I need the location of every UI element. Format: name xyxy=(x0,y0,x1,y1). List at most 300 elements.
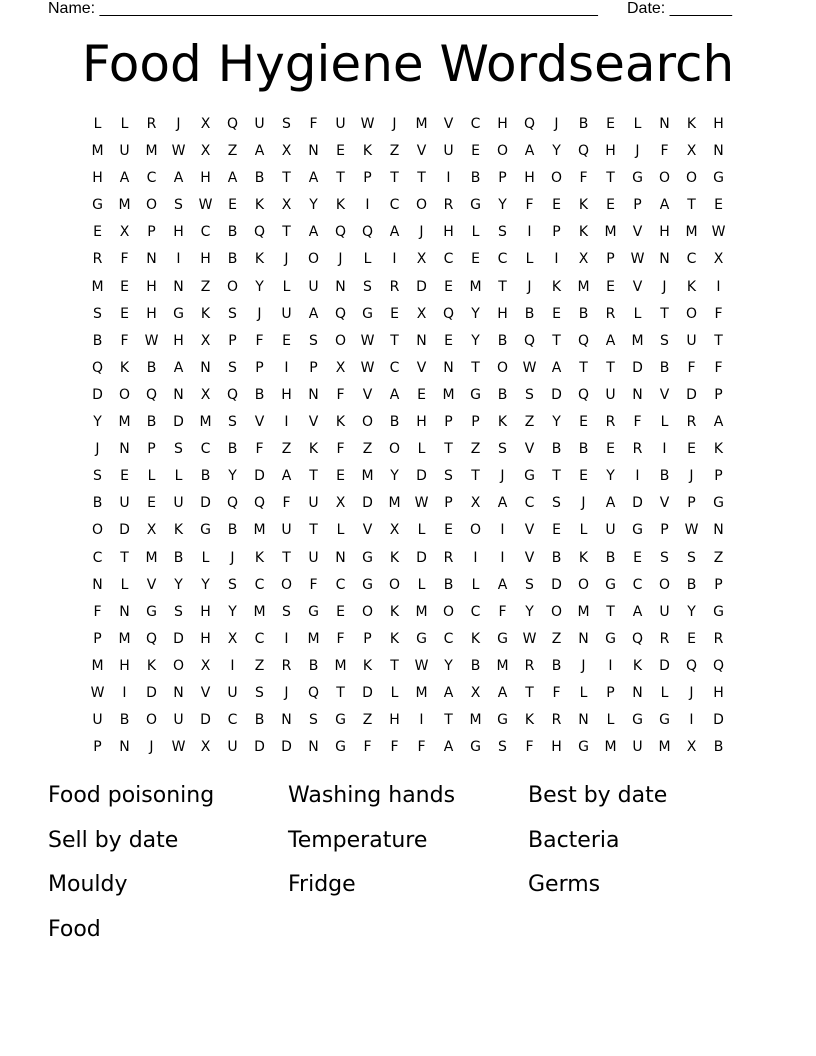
grid-letter: O xyxy=(550,603,563,620)
grid-letter: J xyxy=(419,224,424,241)
grid-letter: U xyxy=(227,739,238,756)
grid-letter: N xyxy=(173,684,184,701)
grid-letter: B xyxy=(551,441,562,458)
grid-letter: C xyxy=(227,712,238,729)
grid-letter: U xyxy=(605,522,616,539)
grid-letter: V xyxy=(308,414,319,431)
grid-letter: W xyxy=(630,251,645,268)
grid-letter: Y xyxy=(93,414,102,431)
grid-letter: R xyxy=(605,305,616,322)
grid-letter: I xyxy=(473,549,478,566)
grid-letter: N xyxy=(200,359,211,376)
grid-letter: J xyxy=(392,116,397,132)
grid-letter: E xyxy=(120,468,129,485)
grid-letter: Y xyxy=(525,603,534,620)
grid-letter: G xyxy=(632,170,643,187)
grid-letter: D xyxy=(200,495,211,512)
grid-letter: X xyxy=(686,143,697,160)
grid-letter: M xyxy=(118,197,131,214)
grid-letter: J xyxy=(581,657,586,674)
grid-letter: G xyxy=(470,739,481,756)
grid-letter: U xyxy=(443,143,454,160)
grid-letter: S xyxy=(363,278,372,295)
grid-letter: G xyxy=(605,576,616,593)
grid-letter: K xyxy=(200,305,211,322)
grid-letter: H xyxy=(146,305,157,322)
grid-letter: X xyxy=(470,684,481,701)
grid-letter: H xyxy=(713,684,724,701)
grid-letter: F xyxy=(660,143,669,160)
grid-letter: M xyxy=(145,143,158,160)
grid-letter: B xyxy=(227,522,238,539)
grid-letter: Y xyxy=(471,332,480,349)
grid-letter: N xyxy=(416,332,427,349)
grid-letter: K xyxy=(578,197,589,214)
grid-letter: K xyxy=(632,657,643,674)
grid-letter: Q xyxy=(361,224,374,241)
grid-letter: B xyxy=(227,441,238,458)
grid-letter: L xyxy=(147,468,156,485)
name-field-line: Name: ________________________________________________________ xyxy=(48,0,598,17)
grid-letter: Z xyxy=(551,630,562,647)
grid-letter: H xyxy=(200,170,211,187)
grid-letter: O xyxy=(145,712,158,729)
grid-letter: N xyxy=(308,739,319,756)
grid-letter: Z xyxy=(254,657,265,674)
grid-letter: M xyxy=(469,712,482,729)
grid-letter: P xyxy=(444,414,453,431)
grid-letter: F xyxy=(93,603,102,620)
grid-letter: I xyxy=(500,522,505,539)
grid-letter: E xyxy=(471,251,480,268)
grid-letter: V xyxy=(524,549,535,566)
grid-letter: G xyxy=(605,630,616,647)
grid-letter: D xyxy=(362,684,373,701)
grid-letter: E xyxy=(444,278,453,295)
grid-letter: I xyxy=(716,278,721,295)
grid-letter: U xyxy=(686,332,697,349)
grid-letter: N xyxy=(632,386,643,403)
grid-letter: O xyxy=(145,197,158,214)
grid-letter: T xyxy=(552,468,561,485)
grid-letter: W xyxy=(360,332,375,349)
grid-letter: T xyxy=(471,468,480,485)
grid-letter: F xyxy=(309,116,318,132)
word-list-item: Bacteria xyxy=(528,827,620,853)
grid-letter: Q xyxy=(253,495,266,512)
grid-letter: T xyxy=(309,522,318,539)
grid-letter: K xyxy=(254,251,265,268)
grid-letter: G xyxy=(335,739,346,756)
grid-letter: K xyxy=(119,359,130,376)
grid-letter: M xyxy=(415,603,428,620)
grid-letter: I xyxy=(635,468,640,485)
grid-letter: O xyxy=(577,576,590,593)
grid-letter: M xyxy=(685,224,698,241)
grid-letter: H xyxy=(416,414,427,431)
grid-letter: M xyxy=(388,495,401,512)
grid-letter: K xyxy=(389,549,400,566)
grid-letter: T xyxy=(525,684,534,701)
grid-letter: D xyxy=(686,386,697,403)
grid-letter: N xyxy=(335,549,346,566)
grid-letter: T xyxy=(282,224,291,241)
grid-letter: T xyxy=(336,170,345,187)
grid-letter: P xyxy=(714,386,723,403)
grid-letter: X xyxy=(686,739,697,756)
grid-letter: J xyxy=(95,441,100,458)
grid-letter: F xyxy=(687,359,696,376)
grid-letter: E xyxy=(120,278,129,295)
grid-letter: N xyxy=(173,278,184,295)
grid-letter: J xyxy=(338,251,343,268)
grid-letter: G xyxy=(146,603,157,620)
grid-letter: B xyxy=(227,224,238,241)
grid-letter: L xyxy=(660,414,669,431)
grid-letter: K xyxy=(173,522,184,539)
grid-letter: E xyxy=(552,305,561,322)
grid-letter: E xyxy=(444,522,453,539)
grid-letter: B xyxy=(497,332,508,349)
grid-letter: Z xyxy=(281,441,292,458)
grid-letter: K xyxy=(470,630,481,647)
grid-letter: B xyxy=(524,305,535,322)
grid-letter: U xyxy=(92,712,103,729)
grid-letter: A xyxy=(659,197,670,214)
grid-letter: A xyxy=(524,143,535,160)
grid-letter: G xyxy=(578,739,589,756)
grid-letter: B xyxy=(578,116,589,132)
grid-letter: A xyxy=(605,495,616,512)
grid-letter: W xyxy=(171,739,186,756)
grid-letter: T xyxy=(282,549,291,566)
grid-letter: F xyxy=(255,332,264,349)
grid-letter: S xyxy=(174,197,183,214)
grid-letter: B xyxy=(659,359,670,376)
grid-letter: W xyxy=(522,630,537,647)
grid-letter: E xyxy=(552,197,561,214)
grid-letter: W xyxy=(90,684,105,701)
grid-letter: O xyxy=(685,305,698,322)
grid-letter: F xyxy=(120,332,129,349)
grid-letter: S xyxy=(282,116,291,132)
grid-letter: C xyxy=(254,630,265,647)
grid-letter: A xyxy=(308,305,319,322)
grid-letter: W xyxy=(711,224,726,241)
grid-letter: B xyxy=(443,576,454,593)
grid-letter: R xyxy=(659,630,670,647)
grid-letter: B xyxy=(470,170,481,187)
grid-letter: B xyxy=(686,576,697,593)
grid-letter: O xyxy=(118,386,131,403)
grid-letter: L xyxy=(471,224,480,241)
grid-letter: D xyxy=(119,522,130,539)
grid-letter: N xyxy=(443,359,454,376)
grid-letter: W xyxy=(414,657,429,674)
grid-letter: K xyxy=(578,224,589,241)
grid-letter: K xyxy=(389,603,400,620)
grid-letter: L xyxy=(471,576,480,593)
grid-letter: R xyxy=(146,116,157,132)
grid-letter: V xyxy=(524,522,535,539)
grid-letter: F xyxy=(498,603,507,620)
grid-letter: B xyxy=(92,332,103,349)
grid-letter: Y xyxy=(309,197,318,214)
grid-letter: F xyxy=(417,739,426,756)
grid-letter: Y xyxy=(687,603,696,620)
grid-letter: J xyxy=(635,143,640,160)
grid-letter: F xyxy=(336,441,345,458)
grid-letter: S xyxy=(660,549,669,566)
grid-letter: L xyxy=(633,116,642,132)
grid-letter: G xyxy=(362,576,373,593)
grid-letter: P xyxy=(660,522,669,539)
grid-letter: Y xyxy=(201,576,210,593)
grid-letter: E xyxy=(579,468,588,485)
grid-letter: M xyxy=(118,630,131,647)
grid-letter: K xyxy=(254,549,265,566)
grid-letter: N xyxy=(578,630,589,647)
grid-letter: Q xyxy=(442,305,455,322)
grid-letter: X xyxy=(146,522,157,539)
grid-letter: A xyxy=(497,576,508,593)
grid-letter: K xyxy=(524,712,535,729)
grid-letter: K xyxy=(335,414,346,431)
grid-letter: W xyxy=(684,522,699,539)
grid-letter: T xyxy=(606,359,615,376)
grid-letter: B xyxy=(254,170,265,187)
grid-letter: I xyxy=(284,414,289,431)
grid-letter: L xyxy=(633,305,642,322)
grid-letter: V xyxy=(443,116,454,132)
grid-letter: J xyxy=(500,468,505,485)
grid-letter: O xyxy=(496,143,509,160)
grid-letter: Q xyxy=(226,495,239,512)
grid-letter: M xyxy=(307,630,320,647)
grid-letter: M xyxy=(145,549,158,566)
grid-letter: X xyxy=(335,359,346,376)
grid-letter: S xyxy=(282,603,291,620)
grid-letter: S xyxy=(228,359,237,376)
grid-letter: N xyxy=(173,386,184,403)
grid-letter: K xyxy=(497,414,508,431)
page-title: Food Hygiene Wordsearch xyxy=(81,35,735,93)
grid-letter: B xyxy=(254,712,265,729)
grid-letter: D xyxy=(362,495,373,512)
grid-letter: K xyxy=(362,657,373,674)
grid-letter: Z xyxy=(362,712,373,729)
grid-letter: L xyxy=(282,278,291,295)
grid-letter: Y xyxy=(471,305,480,322)
grid-letter: P xyxy=(606,251,615,268)
grid-letter: B xyxy=(308,657,319,674)
grid-letter: X xyxy=(227,630,238,647)
grid-letter: I xyxy=(608,657,613,674)
letter-grid xyxy=(84,111,732,761)
grid-letter: G xyxy=(497,630,508,647)
grid-letter: C xyxy=(200,224,211,241)
grid-letter: D xyxy=(281,739,292,756)
grid-letter: D xyxy=(200,712,211,729)
grid-letter: L xyxy=(120,576,129,593)
grid-letter: G xyxy=(200,522,211,539)
grid-letter: W xyxy=(360,359,375,376)
grid-letter: B xyxy=(713,739,724,756)
grid-letter: Y xyxy=(228,603,237,620)
grid-letter: Q xyxy=(307,684,320,701)
grid-letter: C xyxy=(470,116,481,132)
grid-letter: N xyxy=(281,712,292,729)
grid-letter: H xyxy=(200,630,211,647)
grid-letter: Q xyxy=(577,143,590,160)
grid-letter: N xyxy=(119,441,130,458)
grid-letter: J xyxy=(662,278,667,295)
grid-letter: Z xyxy=(362,441,373,458)
grid-letter: N xyxy=(659,116,670,132)
grid-letter: I xyxy=(365,197,370,214)
grid-letter: N xyxy=(146,251,157,268)
grid-letter: E xyxy=(147,495,156,512)
grid-letter: D xyxy=(173,630,184,647)
grid-letter: C xyxy=(470,603,481,620)
grid-letter: B xyxy=(227,251,238,268)
grid-letter: I xyxy=(392,251,397,268)
grid-letter: R xyxy=(443,197,454,214)
grid-letter: H xyxy=(389,712,400,729)
grid-letter: P xyxy=(714,576,723,593)
grid-letter: N xyxy=(713,143,724,160)
grid-letter: C xyxy=(146,170,157,187)
grid-letter: Z xyxy=(524,414,535,431)
grid-letter: Q xyxy=(226,116,239,132)
grid-letter: X xyxy=(200,332,211,349)
grid-letter: X xyxy=(200,657,211,674)
grid-letter: P xyxy=(363,170,372,187)
grid-letter: M xyxy=(577,278,590,295)
grid-letter: L xyxy=(363,251,372,268)
grid-letter: A xyxy=(605,332,616,349)
grid-letter: S xyxy=(525,576,534,593)
grid-letter: H xyxy=(497,305,508,322)
grid-letter: O xyxy=(415,197,428,214)
grid-letter: A xyxy=(443,684,454,701)
grid-letter: B xyxy=(551,657,562,674)
grid-letter: M xyxy=(91,657,104,674)
grid-letter: M xyxy=(415,116,428,132)
grid-letter: A xyxy=(254,143,265,160)
grid-letter: E xyxy=(228,197,237,214)
grid-letter: P xyxy=(147,441,156,458)
grid-letter: S xyxy=(498,224,507,241)
grid-letter: M xyxy=(604,224,617,241)
grid-letter: K xyxy=(551,278,562,295)
grid-letter: F xyxy=(309,576,318,593)
grid-letter: J xyxy=(176,116,181,132)
grid-letter: U xyxy=(308,278,319,295)
grid-letter: T xyxy=(687,197,696,214)
grid-letter: J xyxy=(257,305,262,322)
grid-letter: G xyxy=(497,712,508,729)
grid-letter: O xyxy=(361,414,374,431)
grid-letter: E xyxy=(606,441,615,458)
grid-letter: C xyxy=(335,576,346,593)
grid-letter: H xyxy=(551,739,562,756)
grid-letter: G xyxy=(632,712,643,729)
grid-letter: F xyxy=(336,386,345,403)
grid-letter: F xyxy=(282,495,291,512)
grid-letter: F xyxy=(390,739,399,756)
grid-letter: T xyxy=(390,170,399,187)
grid-letter: Z xyxy=(470,441,481,458)
grid-letter: X xyxy=(713,251,724,268)
grid-letter: U xyxy=(308,495,319,512)
grid-letter: V xyxy=(200,684,211,701)
grid-letter: R xyxy=(605,414,616,431)
grid-letter: U xyxy=(119,495,130,512)
grid-letter: I xyxy=(662,441,667,458)
grid-letter: M xyxy=(118,414,131,431)
grid-letter: N xyxy=(659,251,670,268)
grid-letter: X xyxy=(281,197,292,214)
grid-letter: S xyxy=(498,441,507,458)
grid-letter: T xyxy=(660,305,669,322)
grid-letter: G xyxy=(92,197,103,214)
grid-letter: M xyxy=(253,603,266,620)
grid-letter: M xyxy=(361,468,374,485)
grid-letter: V xyxy=(146,576,157,593)
grid-letter: P xyxy=(552,224,561,241)
grid-letter: L xyxy=(201,549,210,566)
grid-letter: O xyxy=(550,170,563,187)
grid-letter: V xyxy=(632,224,643,241)
grid-letter: E xyxy=(336,143,345,160)
grid-letter: C xyxy=(443,630,454,647)
grid-letter: R xyxy=(389,278,400,295)
grid-letter: K xyxy=(713,441,724,458)
grid-letter: Y xyxy=(255,278,264,295)
grid-letter: P xyxy=(255,359,264,376)
grid-letter: O xyxy=(469,522,482,539)
grid-letter: C xyxy=(389,197,400,214)
grid-letter: E xyxy=(336,468,345,485)
grid-letter: N xyxy=(308,143,319,160)
grid-letter: C xyxy=(524,495,535,512)
grid-letter: C xyxy=(443,251,454,268)
grid-letter: T xyxy=(282,170,291,187)
grid-letter: C xyxy=(632,576,643,593)
grid-letter: M xyxy=(442,386,455,403)
grid-letter: W xyxy=(171,143,186,160)
grid-letter: M xyxy=(334,657,347,674)
grid-letter: O xyxy=(307,251,320,268)
grid-letter: G xyxy=(713,170,724,187)
word-list-item: Washing hands xyxy=(288,783,456,808)
grid-letter: G xyxy=(416,630,427,647)
grid-letter: H xyxy=(173,224,184,241)
grid-letter: C xyxy=(200,441,211,458)
grid-letter: E xyxy=(336,603,345,620)
grid-letter: T xyxy=(309,468,318,485)
grid-letter: V xyxy=(362,522,373,539)
grid-letter: Y xyxy=(444,657,453,674)
grid-letter: K xyxy=(146,657,157,674)
grid-letter: S xyxy=(174,603,183,620)
grid-letter: L xyxy=(417,522,426,539)
grid-letter: O xyxy=(685,170,698,187)
grid-letter: D xyxy=(551,386,562,403)
grid-letter: U xyxy=(281,522,292,539)
grid-letter: B xyxy=(659,468,670,485)
